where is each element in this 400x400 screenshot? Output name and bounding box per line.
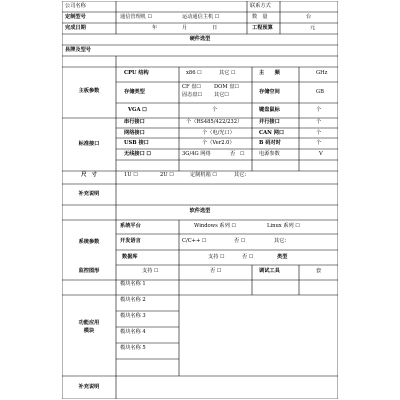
- contact-label: 联系方式: [250, 3, 271, 9]
- quantity-label: 数 量: [252, 14, 268, 20]
- vga-count-unit: 个: [212, 107, 218, 113]
- module-name-1: 模块名称 1: [120, 281, 146, 287]
- db-no-option[interactable]: 否 ☐: [242, 254, 254, 260]
- module-name-4: 模块名称 4: [120, 329, 146, 335]
- dom-disk-option[interactable]: DOM 盘☐: [214, 84, 240, 90]
- power-unit: V: [319, 151, 323, 157]
- completion-date-label: 完成日期: [65, 25, 86, 31]
- wireless-no-checkbox[interactable]: ☐: [240, 151, 245, 157]
- size-1u-option[interactable]: 1U ☐: [124, 172, 138, 178]
- cpp-option[interactable]: C/C++ ☐: [182, 238, 207, 244]
- monitor-graphics-label: 监控图形: [78, 268, 100, 274]
- db-support-option[interactable]: 支持 ☐: [208, 254, 225, 260]
- system-params-label: 系统参数: [78, 239, 100, 245]
- lang-no-option[interactable]: 否 ☐: [234, 238, 246, 244]
- comm-host-option[interactable]: 通信管理机 ☐: [120, 14, 153, 20]
- mainboard-label: 主板参数: [78, 88, 100, 94]
- dev-lang-label: 开发语言: [120, 238, 141, 244]
- freq-label: 主 频: [259, 70, 280, 76]
- network-value: 个（电/光口）: [202, 130, 235, 136]
- parallel-label: 并行接口: [259, 119, 280, 125]
- wireless-value: 3G/4G 网络: [182, 151, 211, 157]
- network-label: 网络接口: [124, 130, 145, 136]
- debug-tools-unit: 套: [316, 268, 322, 274]
- interfaces-label: 标准接口: [78, 141, 100, 147]
- storage-other-option[interactable]: 其它☐: [214, 92, 230, 98]
- monitor-no-option[interactable]: 否 ☐: [210, 268, 222, 274]
- quantity-unit: 台: [306, 14, 312, 20]
- size-2u-option[interactable]: 2U ☐: [160, 172, 174, 178]
- modules-label-line1: 功能应用: [78, 320, 100, 326]
- storage-unit: GB: [316, 89, 324, 95]
- software-section-title: 软件选型: [189, 208, 211, 214]
- windows-option[interactable]: Windows 系列 ☐: [194, 223, 237, 229]
- storage-type-label: 存储类型: [124, 89, 145, 95]
- platform-label: 系统平台: [120, 223, 141, 229]
- linux-option[interactable]: Linux 系列 ☐: [267, 223, 301, 229]
- serial-label: 串行接口: [124, 119, 145, 125]
- can-label: CAN 网口: [259, 130, 285, 136]
- b-code-count-unit: 个: [316, 140, 322, 146]
- b-code-label: B 码对时: [259, 140, 281, 146]
- module-name-2: 模块名称 2: [120, 297, 146, 303]
- modules-label-line2: 模块: [83, 328, 95, 334]
- usb-label: USB 接口: [124, 140, 149, 146]
- board-model-label: 县牌及型号: [65, 47, 91, 53]
- month-label: 月: [182, 25, 188, 31]
- power-label: 电源参数: [259, 151, 280, 157]
- budget-label: 工程预算: [252, 25, 273, 31]
- cpu-x86-option[interactable]: x86 ☐: [186, 70, 202, 76]
- parallel-count-unit: 个: [316, 119, 322, 125]
- requirements-form: [62, 1, 338, 399]
- wireless-option[interactable]: 无线接口 ☐: [124, 151, 152, 157]
- ssd-option[interactable]: 固态盘☐: [182, 92, 203, 98]
- database-label: 数据库: [122, 254, 138, 260]
- hardware-notes-label: 补充说明: [78, 191, 100, 197]
- freq-unit: GHz: [316, 70, 328, 76]
- serial-value: 个（RS485/422/232）: [186, 119, 243, 125]
- kbd-mouse-count-unit: 个: [316, 107, 322, 113]
- cpu-other-option[interactable]: 其它 ☐: [219, 70, 236, 76]
- hardware-section-title: 硬件选型: [189, 36, 211, 42]
- cpu-label: CPU 结构: [124, 70, 149, 76]
- vga-option[interactable]: VGA ☐: [128, 107, 147, 113]
- size-other-label: 其它:: [234, 172, 247, 178]
- day-label: 日: [212, 25, 218, 31]
- motion-host-option[interactable]: 运动通信主机 ☐: [182, 14, 220, 20]
- module-name-5: 模块名称 5: [120, 345, 146, 351]
- software-notes-label: 补充说明: [78, 384, 100, 390]
- cf-card-option[interactable]: CF 盘☐: [182, 84, 202, 90]
- debug-tools-label: 调试工具: [259, 268, 280, 274]
- budget-unit: 元: [310, 25, 316, 31]
- size-label: 尺 寸: [81, 172, 97, 178]
- year-label: 年: [152, 25, 158, 31]
- form-grid-lines: [62, 1, 338, 399]
- lang-other-label: 其它:: [274, 238, 287, 244]
- monitor-support-option[interactable]: 支持 ☐: [142, 268, 159, 274]
- module-name-3: 模块名称 3: [120, 313, 146, 319]
- storage-space-label: 存储空间: [259, 89, 280, 95]
- company-name-label: 公司名称: [65, 3, 86, 9]
- can-count-unit: 个: [316, 130, 322, 136]
- db-type-label: 类型: [277, 254, 288, 260]
- custom-chassis-option[interactable]: 定制机箱 ☐: [190, 172, 218, 178]
- kbd-mouse-label: 键盘鼠标: [259, 107, 280, 113]
- usb-value: 个（Ver2.0）: [202, 140, 235, 146]
- custom-model-label: 定制型号: [65, 14, 86, 20]
- wireless-no-label: 否: [230, 151, 236, 157]
